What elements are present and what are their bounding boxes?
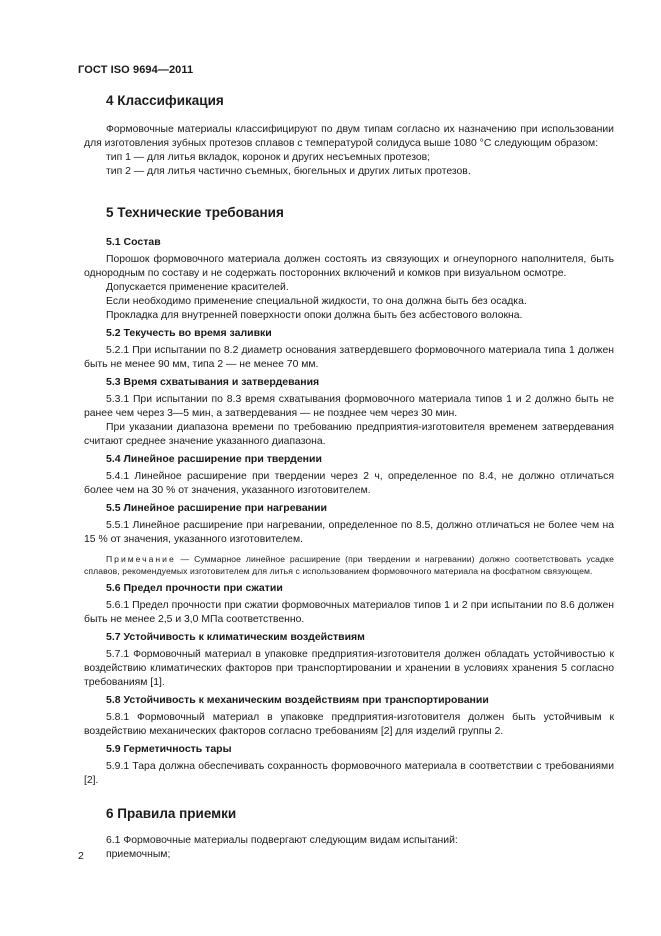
section-5-1-paragraph-1: Порошок формовочного материала должен состоять из связующих и огнеупорного наполнителя, быть однородным по составу и не содержать посторонних включений и комков при визуальном осмотре. [84, 254, 614, 279]
section-5-3-title: 5.3 Время схватывания и затвердевания [106, 376, 320, 388]
section-6-1: 6.1 Формовочные материалы подвергают следующим видам испытаний: [106, 835, 458, 846]
section-5-5-title: 5.5 Линейное расширение при нагревании [106, 502, 327, 514]
section-4-type-2: тип 2 — для литья частично съемных, бюгельных и других литых протезов. [106, 166, 471, 177]
section-5-1-title: 5.1 Состав [106, 236, 161, 248]
section-5-3-1: 5.3.1 При испытании по 8.3 время схватывания формовочного материала типов 1 и 2 должно быть не ранее чем через 3—5 мин, а затвердевания — не позднее чем через 30 мин. [84, 394, 614, 419]
section-5-4-1: 5.4.1 Линейное расширение при твердении через 2 ч, определенное по 8.4, не должно отличаться более чем на 30 % от значения, указанного изготовителем. [84, 471, 614, 496]
section-5-6-1: 5.6.1 Предел прочности при сжатии формовочных материалов типов 1 и 2 при испытании по 8.6 должен быть не менее 2,5 и 3,0 МПа соответственно. [84, 600, 614, 625]
section-4-intro: Формовочные материалы классифицируют по двум типам согласно их назначению при использовании для изготовления зубных протезов сплавов с температурой солидуса выше 1080 °С следующим образом: [84, 124, 614, 149]
section-5-4-title: 5.4 Линейное расширение при твердении [106, 453, 322, 465]
page-content [84, 93, 614, 862]
section-5-8-title: 5.8 Устойчивость к механическим воздействиям при транспортировании [106, 694, 489, 706]
section-5-7-1: 5.7.1 Формовочный материал в упаковке предприятия-изготовителя должен обладать устойчивостью к воздействию климатических факторов при транспортировании и хранении в условиях хранения 5 согласно требованиям [1]. [84, 649, 614, 688]
section-5-2-1: 5.2.1 При испытании по 8.2 диаметр основания затвердевшего формовочного материала типа 1 должен быть не менее 90 мм, типа 2 — не менее 70 мм. [84, 345, 614, 370]
section-6-1-item-1: приемочным; [106, 849, 171, 860]
section-5-8-1: 5.8.1 Формовочный материал в упаковке предприятия-изготовителя должен быть устойчивым к воздействию механических факторов согласно требованиям [2] для изделий группы 2. [84, 712, 614, 737]
section-5-9-1: 5.9.1 Тара должна обеспечивать сохранность формовочного материала в соответствии с требованиями [2]. [84, 761, 614, 786]
section-4-title: 4 Классификация [106, 93, 224, 108]
section-5-9-title: 5.9 Герметичность тары [106, 743, 232, 755]
section-5-1-paragraph-3: Если необходимо применение специальной жидкости, то она должна быть без осадка. [106, 296, 527, 307]
section-6-title: 6 Правила приемки [106, 806, 237, 821]
document-header: ГОСТ ISO 9694—2011 [78, 64, 194, 76]
section-5-7-title: 5.7 Устойчивость к климатическим воздействиям [106, 631, 365, 643]
section-5-6-title: 5.6 Предел прочности при сжатии [106, 582, 283, 594]
note-label: Примечание [106, 554, 176, 564]
section-5-1-paragraph-2: Допускается применение красителей. [106, 282, 289, 293]
note [84, 553, 614, 577]
section-5-5-1: 5.5.1 Линейное расширение при нагревании, определенное по 8.5, должно отличаться не более чем на 15 % от значения, указанного изготовителем. [84, 520, 614, 545]
section-5-title: 5 Технические требования [106, 205, 284, 220]
section-5-2-title: 5.2 Текучесть во время заливки [106, 327, 272, 339]
note-text: — Суммарное линейное расширение (при твердении и нагревании) должно соответствовать усадке сплавов, рекомендуемых изготовителем для литья с использованием формовочного материала на фосфатном связующем. [84, 554, 614, 576]
page-number: 2 [78, 850, 84, 862]
section-5-1-paragraph-4: Прокладка для внутренней поверхности опоки должна быть без асбестового волокна. [106, 310, 523, 321]
section-5-3-paragraph-2: При указании диапазона времени по требованию предприятия-изготовителя временем затвердевания считают среднее значение указанного диапазона. [84, 422, 614, 447]
section-4-type-1: тип 1 — для литья вкладок, коронок и других несъемных протезов; [106, 152, 431, 163]
